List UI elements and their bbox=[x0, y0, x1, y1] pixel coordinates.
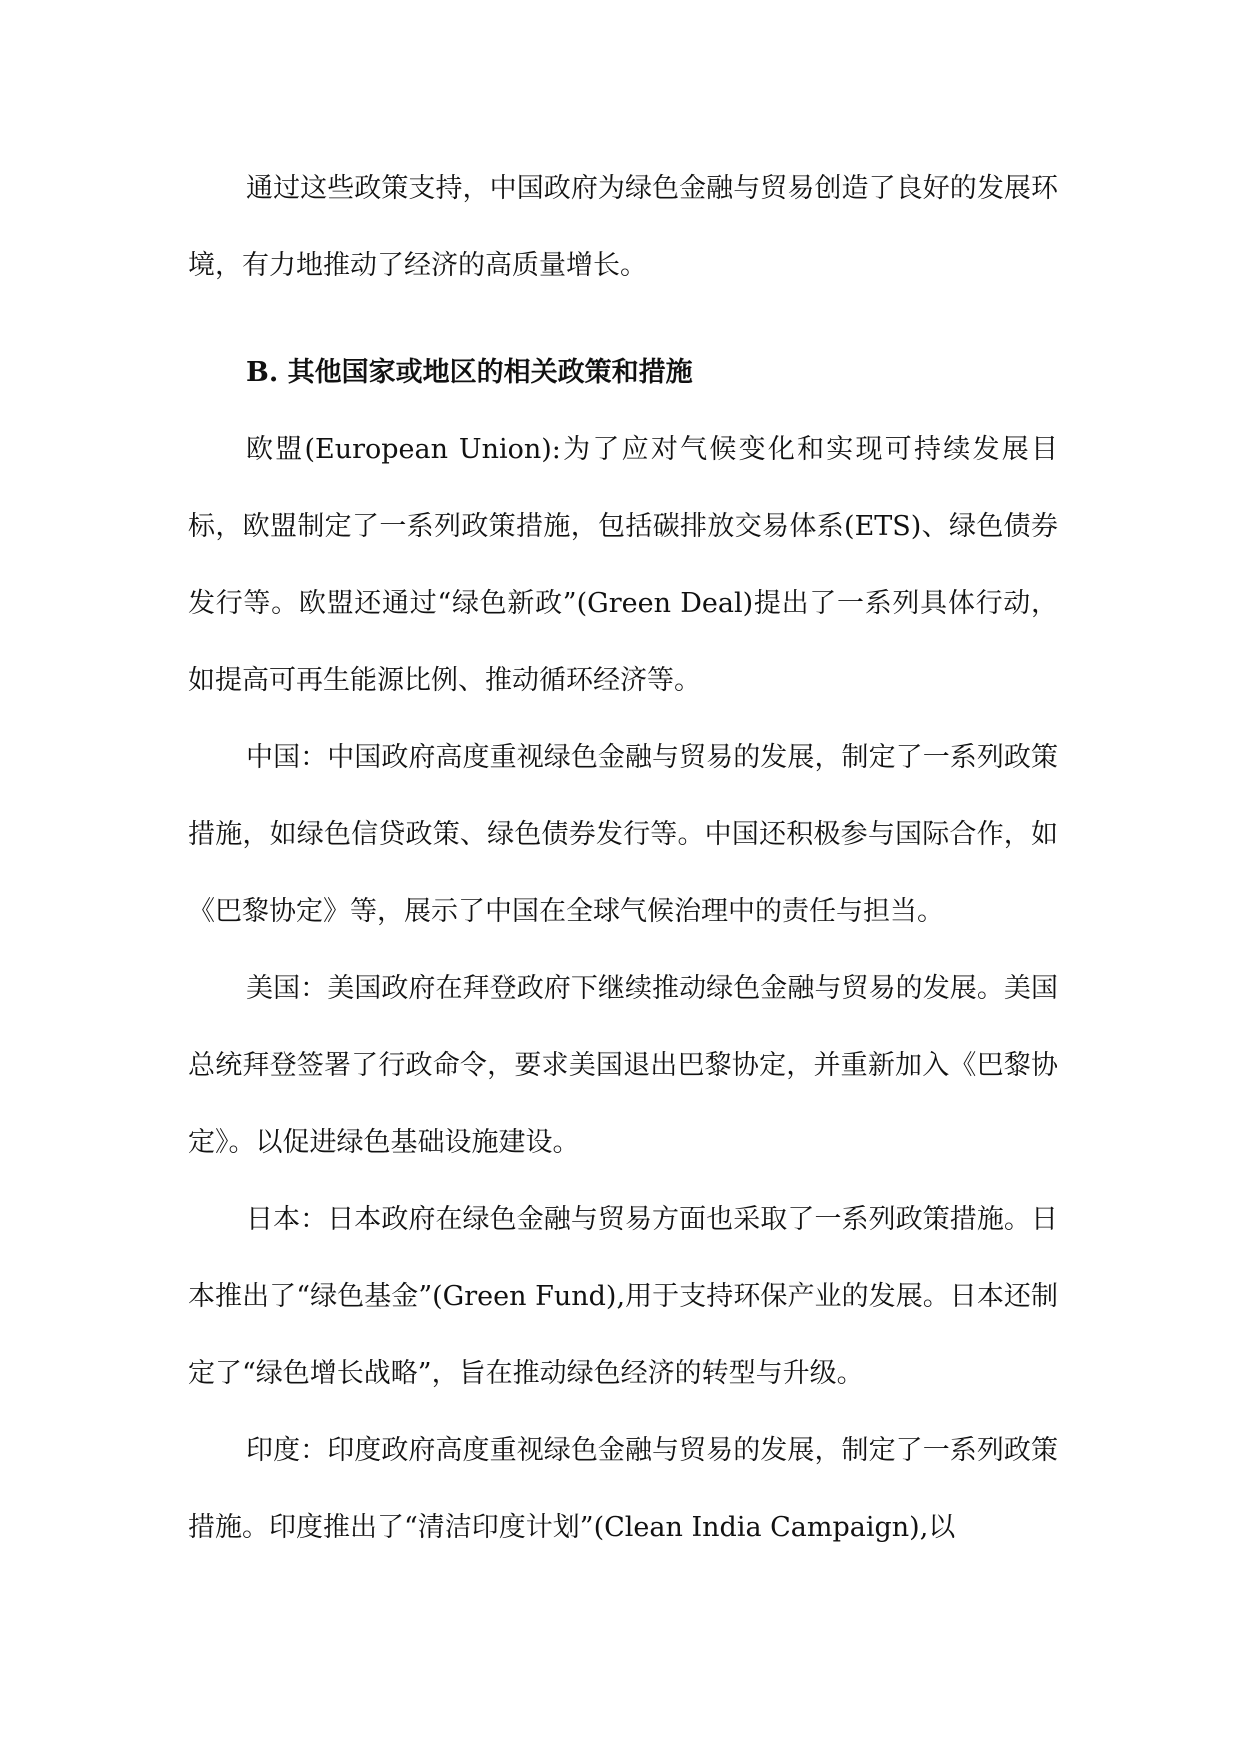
paragraph-usa: 美国：美国政府在拜登政府下继续推动绿色金融与贸易的发展。美国总统拜登签署了行政命令，要求美国退出巴黎协定，并重新加入《巴黎协定》。以促进绿色基础设施建设。 bbox=[188, 973, 1058, 1158]
section-gap bbox=[188, 304, 1058, 334]
paragraph-china: 中国：中国政府高度重视绿色金融与贸易的发展，制定了一系列政策措施，如绿色信贷政策、绿色债券发行等。中国还积极参与国际合作，如《巴黎协定》等，展示了中国在全球气候治理中的责任与担当。 bbox=[188, 742, 1058, 927]
paragraph-eu: 欧盟(European Union):为了应对气候变化和实现可持续发展目标，欧盟制定了一系列政策措施，包括碳排放交易体系(ETS)、绿色债券发行等。欧盟还通过“绿色新政”(Green Deal)提出了一系列具体行动，如提高可再生能源比例、推动循环经济等。 bbox=[188, 434, 1058, 696]
paragraph-japan: 日本：日本政府在绿色金融与贸易方面也采取了一系列政策措施。日本推出了“绿色基金”(Green Fund),用于支持环保产业的发展。日本还制定了“绿色增长战略”，旨在推动绿色经济的转型与升级。 bbox=[188, 1204, 1058, 1389]
intro-paragraph: 通过这些政策支持，中国政府为绿色金融与贸易创造了良好的发展环境，有力地推动了经济的高质量增长。 bbox=[188, 173, 1058, 281]
section-heading: B. 其他国家或地区的相关政策和措施 bbox=[246, 357, 693, 388]
document-page bbox=[188, 150, 1058, 1566]
paragraph-india: 印度：印度政府高度重视绿色金融与贸易的发展，制定了一系列政策措施。印度推出了“清洁印度计划”(Clean India Campaign),以 bbox=[188, 1435, 1058, 1543]
